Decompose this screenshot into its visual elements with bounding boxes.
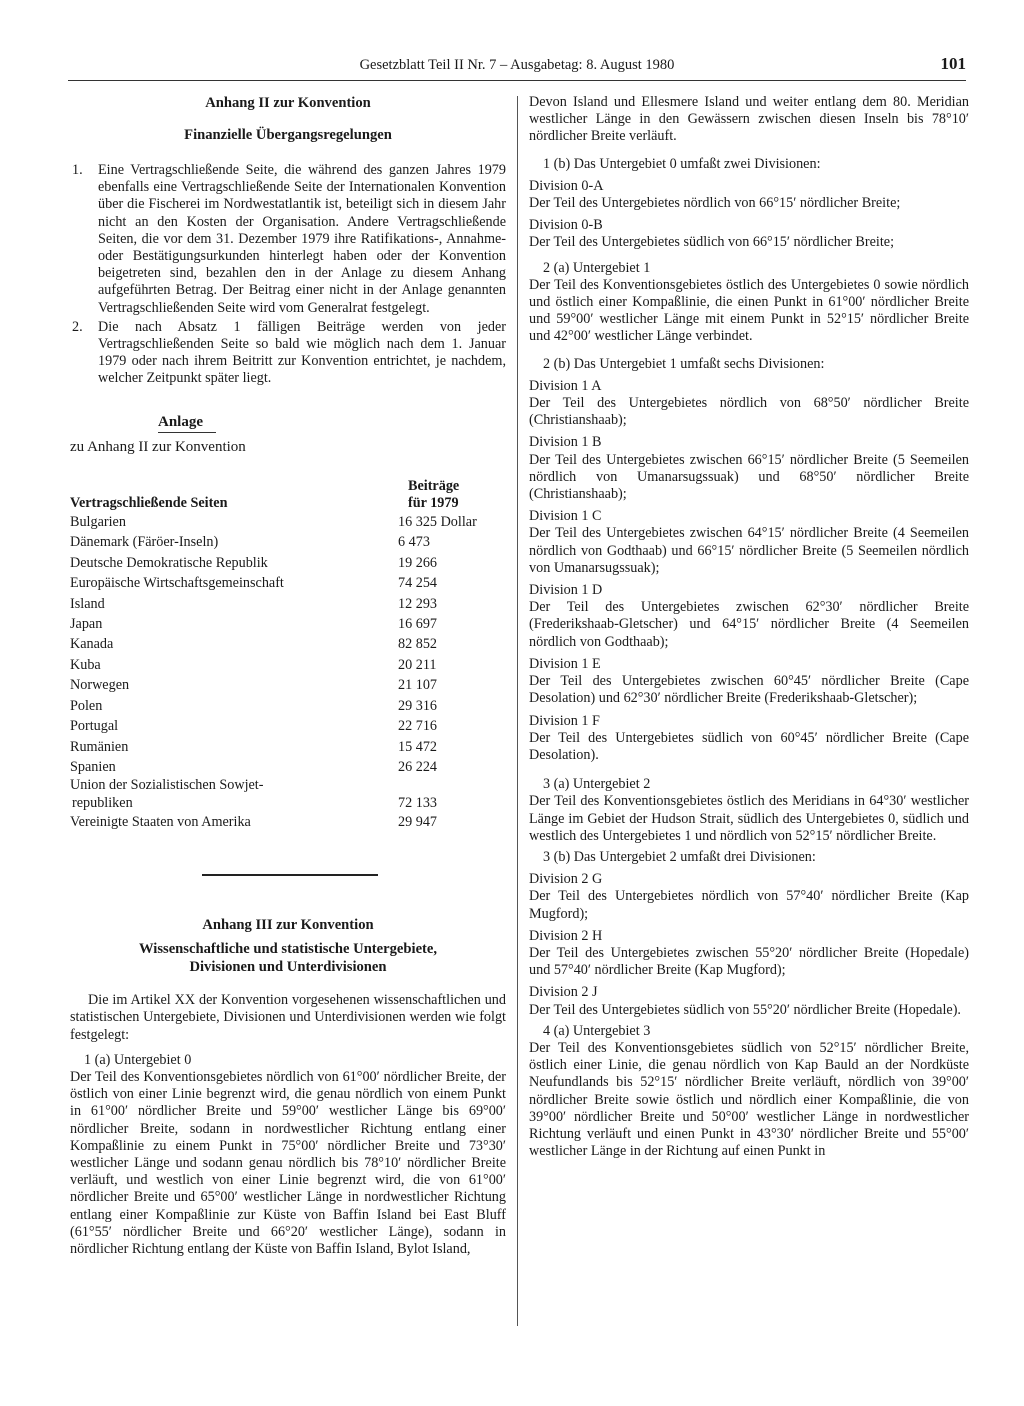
table-row: [70, 553, 506, 573]
subarea3-text: Der Teil des Konventionsgebietes südlich von 52°15′ nördlicher Breite, östlich einer Linie, die genau nördlich von Kap Bauld an der Nordküste Neufundlands bis 52°15′ nördlicher Breite verläuft, nördlich von 39°00′ nördlicher Breite sowie östlich und nördlich einer Kompaßlinie, die von 39°00′ nördlicher Breite und 50°00′ westlicher Länge in nordwestlicher Richtung verläuft und einen Punkt in 43°30′ nördlicher Breite und 55°00′ westlicher Länge in der Richtung auf einen Punkt in: [529, 1039, 969, 1160]
division-1c-label: Division 1 C: [529, 508, 602, 525]
table-row: [70, 512, 506, 532]
table-cell-party: Deutsche Demokratische Republik: [70, 554, 268, 571]
anhang3-subtitle-line2: Divisionen und Unterdivisionen: [189, 959, 387, 976]
table-row: [70, 532, 506, 552]
division-2g-text: Der Teil des Untergebietes nördlich von 57°40′ nördlicher Breite (Kap Mugford);: [529, 888, 969, 922]
right-column: [529, 94, 969, 1160]
subarea0b-heading: 1 (b) Das Untergebiet 0 umfaßt zwei Divisionen:: [543, 155, 821, 172]
anhang3-subtitle-line1: Wissenschaftliche und statistische Untergebiete,: [138, 941, 438, 958]
table-row: [70, 757, 506, 777]
table-cell-amount: 20 211: [398, 656, 437, 673]
table-row: [70, 594, 506, 614]
table-row: [70, 655, 506, 675]
division-2j-label: Division 2 J: [529, 984, 598, 1001]
table-row: [70, 634, 506, 654]
table-cell-party: Europäische Wirtschaftsgemeinschaft: [70, 575, 284, 592]
division-0b-text: Der Teil des Untergebietes südlich von 66°15′ nördlicher Breite;: [529, 234, 895, 251]
subarea3-heading: 4 (a) Untergebiet 3: [543, 1022, 651, 1039]
table-cell-party: Dänemark (Färöer-Inseln): [70, 534, 219, 551]
anhang2-title: Anhang II zur Konvention: [205, 95, 371, 111]
division-2g-label: Division 2 G: [529, 871, 603, 888]
page-header: [68, 54, 966, 78]
header-title: Gesetzblatt Teil II Nr. 7 – Ausgabetag: 8. August 1980: [359, 57, 675, 73]
subarea2-heading: 3 (a) Untergebiet 2: [543, 776, 651, 793]
list-item-text: Die nach Absatz 1 fälligen Beiträge werden von jeder Vertragschließenden Seite so bald wie möglich nach dem 1. Januar 1979 oder nach ihrem Beitritt zur Konvention entrichtet, je nachdem, welcher Zeitpunkt später liegt.: [98, 318, 506, 387]
table-cell-party: Vereinigte Staaten von Amerika: [70, 813, 251, 830]
anlage-underline: [158, 432, 216, 433]
table-cell-amount: 15 472: [398, 738, 438, 755]
anhang2-subtitle: Finanzielle Übergangsregelungen: [184, 127, 392, 143]
division-1b-label: Division 1 B: [529, 434, 602, 451]
division-1f-label: Division 1 F: [529, 712, 600, 729]
table-cell-amount: 29 947: [398, 813, 438, 830]
table-cell-party: Island: [70, 595, 105, 612]
section-separator: [202, 874, 378, 876]
continuation-text: Devon Island und Ellesmere Island und weiter entlang dem 80. Meridian westlicher Länge in den Gewässern zwischen diesen Inseln bis 78°10′ nördlicher Breite verläuft.: [529, 94, 969, 145]
division-1c-text: Der Teil des Untergebietes zwischen 64°15′ nördlicher Breite (4 Seemeilen nördlich von Godthaab) und 66°15′ nördlicher Breite (5 Seemeilen nördlich von Umanarsugssuak);: [529, 525, 969, 576]
table-header-contrib-line2: für 1979: [408, 495, 459, 512]
anlage-subtitle: zu Anhang II zur Konvention: [70, 438, 246, 455]
table-cell-party-line1: Union der Sozialistischen Sowjet-: [70, 777, 264, 794]
division-1b-text: Der Teil des Untergebietes zwischen 66°15′ nördlicher Breite (5 Seemeilen nördlich von Umanarsugssuak) und 68°50′ nördlicher Breite (Christianshaab);: [529, 451, 969, 503]
column-divider: [517, 96, 518, 1326]
table-cell-party: Kuba: [70, 656, 101, 673]
subarea0-heading: 1 (a) Untergebiet 0: [84, 1051, 192, 1068]
table-cell-amount: 21 107: [398, 677, 438, 694]
subarea1b-heading: 2 (b) Das Untergebiet 1 umfaßt sechs Divisionen:: [543, 355, 825, 372]
table-row: [70, 737, 506, 757]
table-row: [70, 614, 506, 634]
table-cell-amount: 12 293: [398, 595, 438, 612]
table-row: [70, 812, 506, 832]
list-item: [70, 162, 506, 317]
table-cell-amount: 26 224: [398, 758, 438, 775]
subarea0-text: Der Teil des Konventionsgebietes nördlich von 61°00′ nördlicher Breite, der östlich von einer Linie begrenzt wird, die genau nördlich von einem Punkt in 61°00′ nördlicher Breite und 59°00′ westlicher Länge bis 69°00′ nördlicher Breite, sodann in nordwestlicher Richtung entlang einer Kompaßlinie zu einem Punkt in 75°00′ nördlicher Breite und 73°30′ westlicher Länge und sodann genau nördlich bis 78°10′ nördlicher Breite verläuft, und westlich von einer Linie begrenzt wird, die von 61°00′ nördlicher Breite und 65°00′ westlicher Länge in nordwestlicher Richtung entlang einer Kompaßlinie zur Küste von Baffin Island bei East Bluff (61°55′ nördlicher Breite und 66°20′ westlicher Länge), sodann in nördlicher Richtung entlang der Küste von Baffin Island, Bylot Island,: [70, 1068, 506, 1257]
division-1a-label: Division 1 A: [529, 377, 602, 394]
subarea2b-heading: 3 (b) Das Untergebiet 2 umfaßt drei Divisionen:: [543, 848, 816, 865]
division-1d-label: Division 1 D: [529, 582, 603, 599]
table-cell-party: [70, 777, 398, 811]
table-row: [70, 573, 506, 593]
subarea1-heading: 2 (a) Untergebiet 1: [543, 259, 651, 276]
list-item-number: 1.: [72, 162, 83, 178]
subarea1-text: Der Teil des Konventionsgebietes östlich des Untergebietes 0 sowie nördlich und östlich einer Kompaßlinie, die einen Punkt in 61°00′ nördlicher Breite und 59°00′ westlicher Länge mit einem Punkt in 52°15′ nördlicher Breite und 42°00′ westlicher Länge verbindet.: [529, 276, 969, 345]
table-row: [70, 675, 506, 695]
division-1e-text: Der Teil des Untergebietes zwischen 60°45′ nördlicher Breite (Cape Desolation) und 62°30′ nördlicher Breite (Frederikshaab-Gletscher);: [529, 673, 969, 707]
contributions-table: [70, 478, 506, 832]
division-2j-text: Der Teil des Untergebietes südlich von 55°20′ nördlicher Breite (Hopedale).: [529, 1001, 961, 1018]
anlage-title: Anlage: [158, 413, 203, 430]
subarea2-text: Der Teil des Konventionsgebietes östlich des Meridians in 64°30′ westlicher Länge im Gebiet der Hudson Strait, südlich des Untergebietes 0, südlich und westlich des Untergebietes 1 und nördlich von 52°15′ nördlicher Breite.: [529, 793, 969, 844]
list-item-number: 2.: [72, 318, 83, 335]
table-header-contrib: [398, 478, 506, 512]
division-1a-text: Der Teil des Untergebietes nördlich von 68°50′ nördlicher Breite (Christianshaab);: [529, 395, 969, 429]
table-cell-amount: 82 852: [398, 636, 438, 653]
table-cell-party: Norwegen: [70, 677, 130, 694]
table-cell-amount: 6 473: [398, 534, 430, 551]
table-cell-party: Japan: [70, 616, 103, 633]
anhang3-title: Anhang III zur Konvention: [202, 917, 374, 934]
intro-paragraph: Die im Artikel XX der Konvention vorgesehenen wissenschaftlichen und statistischen Untergebiete, Divisionen und Unterdivisionen werden wie folgt festgelegt:: [70, 992, 506, 1043]
table-row: [70, 777, 506, 811]
division-1e-label: Division 1 E: [529, 655, 601, 672]
table-cell-amount: 19 266: [398, 554, 438, 571]
table-cell-party: Kanada: [70, 636, 114, 653]
table-row: [70, 696, 506, 716]
table-cell-party: Rumänien: [70, 738, 129, 755]
division-1d-text: Der Teil des Untergebietes zwischen 62°30′ nördlicher Breite (Frederikshaab-Gletscher) und 64°15′ nördlicher Breite (4 Seemeilen nördlich von Godthaab);: [529, 599, 969, 650]
table-cell-amount: 74 254: [398, 575, 438, 592]
list-item-text: Eine Vertragschließende Seite, die während des ganzen Jahres 1979 ebenfalls eine Vertragschließende Seite der Internationalen Konvention über die Fischerei im Nordwestatlantik ist, beteiligt sich in diesem Jahr nicht an den Kosten der Organisation. Andere Vertragschließende Seiten, die vor dem 31. Dezember 1979 ihre Ratifikations-, Annahme- oder Bestätigungsurkunden hinterlegt haben oder der Konvention beigetreten sind, bezahlen den in der Anlage zu diesem Anhang aufgeführten Betrag. Der Beitrag einer nicht in der Anlage genannten Vertragschließenden Seite wird vom Generalrat festgelegt.: [98, 162, 506, 316]
table-cell-amount: 16 697: [398, 616, 438, 633]
division-0b-label: Division 0-B: [529, 217, 603, 234]
table-cell-amount: 72 133: [398, 794, 438, 811]
table-cell-party-line2: republiken: [72, 794, 133, 811]
division-0a-text: Der Teil des Untergebietes nördlich von 66°15′ nördlicher Breite;: [529, 195, 901, 212]
division-2h-label: Division 2 H: [529, 927, 603, 944]
table-cell-party: Spanien: [70, 758, 116, 775]
division-2h-text: Der Teil des Untergebietes zwischen 55°20′ nördlicher Breite (Hopedale) und 57°40′ nördlicher Breite (Kap Mugford);: [529, 944, 969, 979]
table-header-party: Vertragschließende Seiten: [70, 495, 228, 512]
table-cell-amount: 22 716: [398, 718, 438, 735]
table-cell-party: Polen: [70, 697, 103, 714]
division-1f-text: Der Teil des Untergebietes südlich von 60°45′ nördlicher Breite (Cape Desolation).: [529, 729, 969, 763]
table-header-contrib-line1: Beiträge: [408, 478, 460, 495]
table-cell-party: Portugal: [70, 718, 119, 735]
left-column: [70, 94, 506, 1258]
table-cell-amount: 16 325 Dollar: [398, 514, 477, 531]
division-0a-label: Division 0-A: [529, 177, 604, 194]
page-number: 101: [940, 54, 966, 73]
list-item: [70, 319, 506, 388]
header-rule: [68, 80, 966, 81]
table-row: [70, 716, 506, 736]
table-cell-party: Bulgarien: [70, 514, 126, 531]
table-cell-amount: 29 316: [398, 697, 438, 714]
